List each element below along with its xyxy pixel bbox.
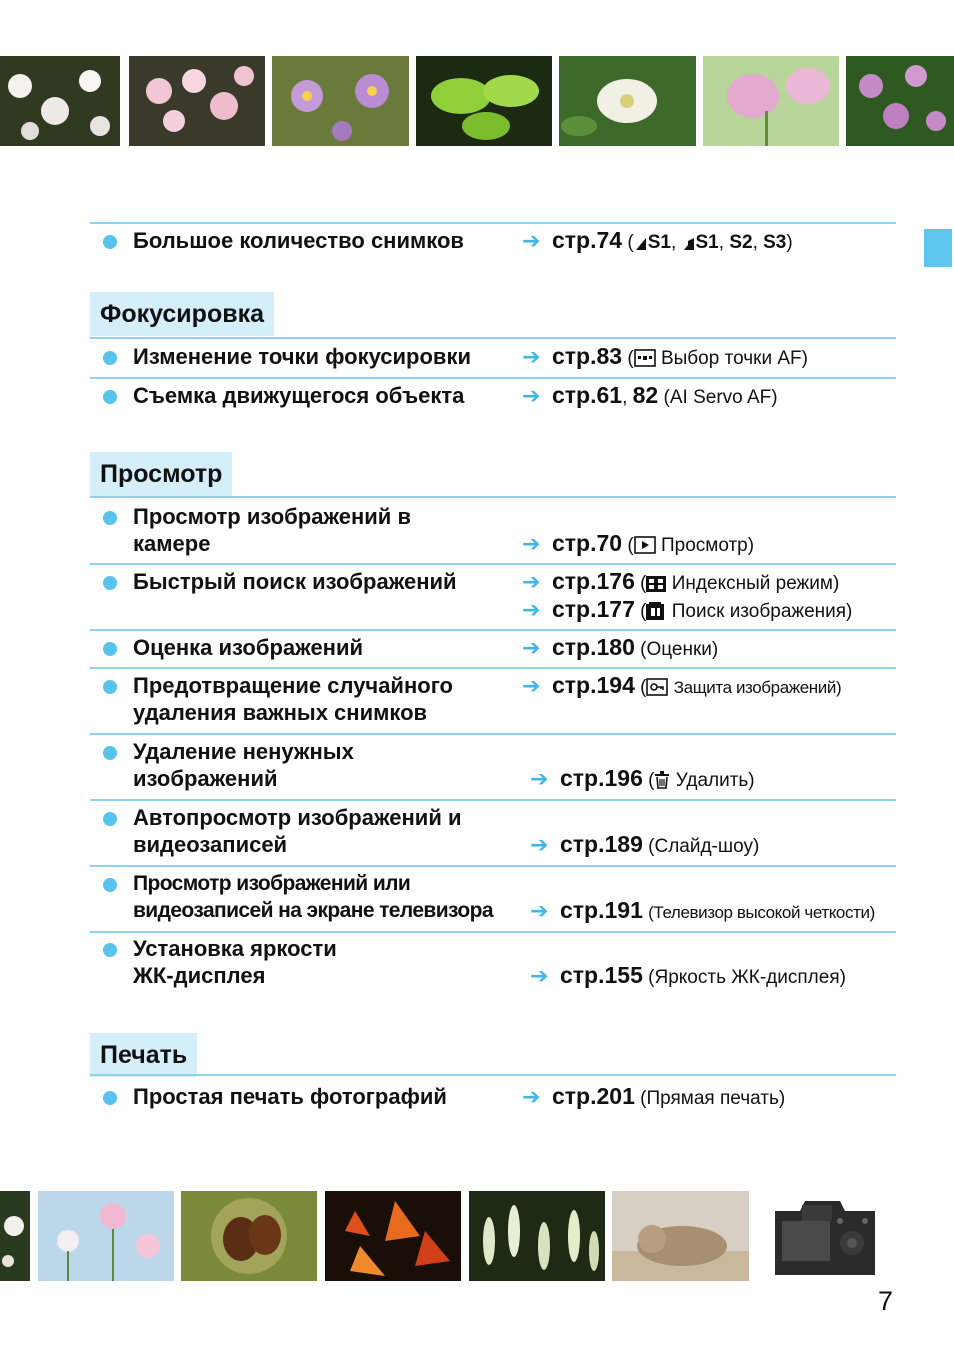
list-item-change-af-point <box>90 343 896 373</box>
label-line-1: Просмотр изображений в <box>133 504 411 529</box>
item-label <box>133 738 354 792</box>
arrow-right-icon: ➔ <box>522 531 541 556</box>
page-reference <box>522 596 852 628</box>
section-title-print: Печать <box>90 1033 197 1077</box>
page-reference <box>522 343 808 375</box>
item-label <box>133 672 453 726</box>
item-label <box>133 935 337 989</box>
open-paren: ( <box>627 348 634 369</box>
bullet-icon <box>103 680 117 694</box>
page-link[interactable]: стр.189 <box>560 831 643 857</box>
page-link[interactable]: стр.155 <box>560 962 643 988</box>
item-label <box>133 870 493 924</box>
item-label: Оценка изображений <box>133 635 364 660</box>
quality-large-normal-icon <box>682 232 696 259</box>
item-label <box>133 804 462 858</box>
list-item-view-in-camera <box>90 503 896 561</box>
bullet-icon <box>103 576 117 590</box>
page-link[interactable]: стр.70 <box>552 530 623 556</box>
mode-label: S1 <box>647 232 671 253</box>
arrow-right-icon: ➔ <box>522 569 541 594</box>
open-paren: ( <box>640 677 647 698</box>
page-link[interactable]: 82 <box>632 382 659 408</box>
divider <box>90 337 896 339</box>
image-jump-icon <box>646 601 666 628</box>
page-link[interactable]: стр.176 <box>552 568 635 594</box>
label-line-2: ЖК-дисплея <box>133 963 266 988</box>
page-link[interactable]: стр.83 <box>552 343 623 369</box>
arrow-right-icon: ➔ <box>522 673 541 698</box>
divider <box>90 865 896 867</box>
page-reference <box>530 897 875 926</box>
page-reference <box>522 634 718 663</box>
bullet-icon <box>103 642 117 656</box>
bullet-icon <box>103 235 117 249</box>
item-label: Съемка движущегося объекта <box>133 383 465 408</box>
page-link[interactable]: стр.201 <box>552 1083 635 1109</box>
camera-photo <box>770 1191 880 1281</box>
mode-label: S2 <box>729 232 753 253</box>
reference-note: Удалить) <box>675 770 755 791</box>
list-item-direct-print <box>90 1083 896 1113</box>
list-item-quick-search <box>90 568 896 626</box>
item-label <box>133 503 411 557</box>
list-item-protect-images <box>90 672 896 730</box>
arrow-right-icon: ➔ <box>530 963 549 988</box>
white-magnolia-photo <box>559 56 696 146</box>
reference-note: Просмотр) <box>660 535 755 556</box>
comma: , <box>718 232 725 253</box>
divider <box>90 667 896 669</box>
section-title-playback: Просмотр <box>90 452 232 496</box>
top-photo-strip <box>0 56 954 146</box>
page-link[interactable]: стр.196 <box>560 765 643 791</box>
chapter-tab-marker <box>924 229 952 267</box>
bullet-icon <box>103 390 117 404</box>
divider <box>90 931 896 933</box>
page-number: 7 <box>878 1286 894 1316</box>
list-item-delete-images <box>90 738 896 796</box>
page-reference <box>530 831 759 860</box>
list-item-tv-playback <box>90 870 896 928</box>
af-point-select-icon <box>634 348 656 375</box>
close-paren: ) <box>786 232 793 253</box>
arrow-right-icon: ➔ <box>522 597 541 622</box>
bottom-photo-strip <box>0 1191 954 1281</box>
white-flower-photo <box>0 1191 30 1281</box>
divider <box>90 799 896 801</box>
list-item-many-shots <box>90 227 896 257</box>
white-blossom-photo <box>0 56 120 146</box>
list-item-lcd-brightness <box>90 935 896 993</box>
open-paren: ( <box>627 232 634 253</box>
reference-note: (Телевизор высокой четкости) <box>648 903 875 922</box>
section-title-focus: Фокусировка <box>90 292 274 336</box>
arrow-right-icon: ➔ <box>522 228 541 253</box>
mode-label: S1 <box>695 232 719 253</box>
bullet-icon <box>103 943 117 957</box>
arrow-right-icon: ➔ <box>522 383 541 408</box>
open-paren: ( <box>640 601 647 622</box>
label-line-2: видеозаписей на экране телевизора <box>133 899 493 922</box>
divider <box>90 629 896 631</box>
label-line-2: изображений <box>133 766 278 791</box>
bullet-icon <box>103 812 117 826</box>
label-line-2: камере <box>133 531 211 556</box>
comma: , <box>622 387 628 408</box>
playback-icon <box>634 535 656 562</box>
red-maple-photo <box>325 1191 461 1281</box>
label-line-2: удаления важных снимков <box>133 700 428 725</box>
page-link[interactable]: стр.74 <box>552 227 623 253</box>
page-link[interactable]: стр.194 <box>552 672 635 698</box>
green-leaves-photo <box>416 56 552 146</box>
page-link[interactable]: стр.191 <box>560 897 643 923</box>
list-item-rating <box>90 634 896 664</box>
mode-label: S3 <box>763 232 787 253</box>
divider <box>90 377 896 379</box>
reference-note: (Слайд-шоу) <box>648 836 760 857</box>
arrow-right-icon: ➔ <box>530 832 549 857</box>
label-line-1: Просмотр изображений или <box>133 872 411 895</box>
list-item-slideshow <box>90 804 896 862</box>
label-line-2: видеозаписей <box>133 832 288 857</box>
reference-note: Индексный режим) <box>671 573 840 594</box>
trash-icon <box>654 770 670 797</box>
purple-mallow-photo <box>846 56 954 146</box>
page-reference <box>522 227 793 259</box>
arrow-right-icon: ➔ <box>530 766 549 791</box>
chestnut-photo <box>181 1191 317 1281</box>
item-label: Простая печать фотографий <box>133 1084 447 1109</box>
bullet-icon <box>103 351 117 365</box>
item-label: Быстрый поиск изображений <box>133 569 457 594</box>
list-item-moving-subject <box>90 382 896 412</box>
sleeping-cat-photo <box>612 1191 749 1281</box>
reference-note: Выбор точки AF) <box>660 348 808 369</box>
page-reference <box>522 672 841 704</box>
reference-note: Поиск изображения) <box>671 601 853 622</box>
label-line-1: Удаление ненужных <box>133 739 354 764</box>
bullet-icon <box>103 878 117 892</box>
label-line-1: Установка яркости <box>133 936 337 961</box>
divider <box>90 222 896 224</box>
open-paren: ( <box>648 770 655 791</box>
reference-note: (Прямая печать) <box>640 1088 786 1109</box>
comma: , <box>670 232 677 253</box>
reference-note: Защита изображений) <box>673 678 842 697</box>
pink-blossom-photo <box>129 56 265 146</box>
comma: , <box>752 232 758 253</box>
open-paren: ( <box>640 573 647 594</box>
reference-note: (AI Servo AF) <box>663 387 778 408</box>
page-link[interactable]: стр.177 <box>552 596 635 622</box>
bullet-icon <box>103 746 117 760</box>
pink-sweet-pea-photo <box>703 56 839 146</box>
reference-note: (Оценки) <box>640 639 719 660</box>
page-reference <box>530 765 755 797</box>
page-reference <box>522 530 754 562</box>
arrow-right-icon: ➔ <box>522 344 541 369</box>
grass-seedheads-photo <box>469 1191 605 1281</box>
page-link[interactable]: стр.61 <box>552 382 623 408</box>
arrow-right-icon: ➔ <box>522 1084 541 1109</box>
cosmos-flowers-photo <box>38 1191 174 1281</box>
label-line-1: Предотвращение случайного <box>133 673 453 698</box>
open-paren: ( <box>627 535 634 556</box>
bullet-icon <box>103 1091 117 1105</box>
divider <box>90 1074 896 1076</box>
divider <box>90 563 896 565</box>
purple-star-flower-photo <box>272 56 409 146</box>
page-link[interactable]: стр.180 <box>552 634 635 660</box>
arrow-right-icon: ➔ <box>522 635 541 660</box>
label-line-1: Автопросмотр изображений и <box>133 805 462 830</box>
reference-note: (Яркость ЖК-дисплея) <box>648 967 846 988</box>
page-reference <box>522 1083 785 1112</box>
arrow-right-icon: ➔ <box>530 898 549 923</box>
divider <box>90 733 896 735</box>
page-reference <box>522 382 778 411</box>
item-label: Изменение точки фокусировки <box>133 344 471 369</box>
item-label: Большое количество снимков <box>133 228 464 253</box>
quality-large-fine-icon <box>634 232 648 259</box>
divider <box>90 496 896 498</box>
page-reference <box>530 962 846 991</box>
protect-key-icon <box>646 677 668 704</box>
bullet-icon <box>103 511 117 525</box>
